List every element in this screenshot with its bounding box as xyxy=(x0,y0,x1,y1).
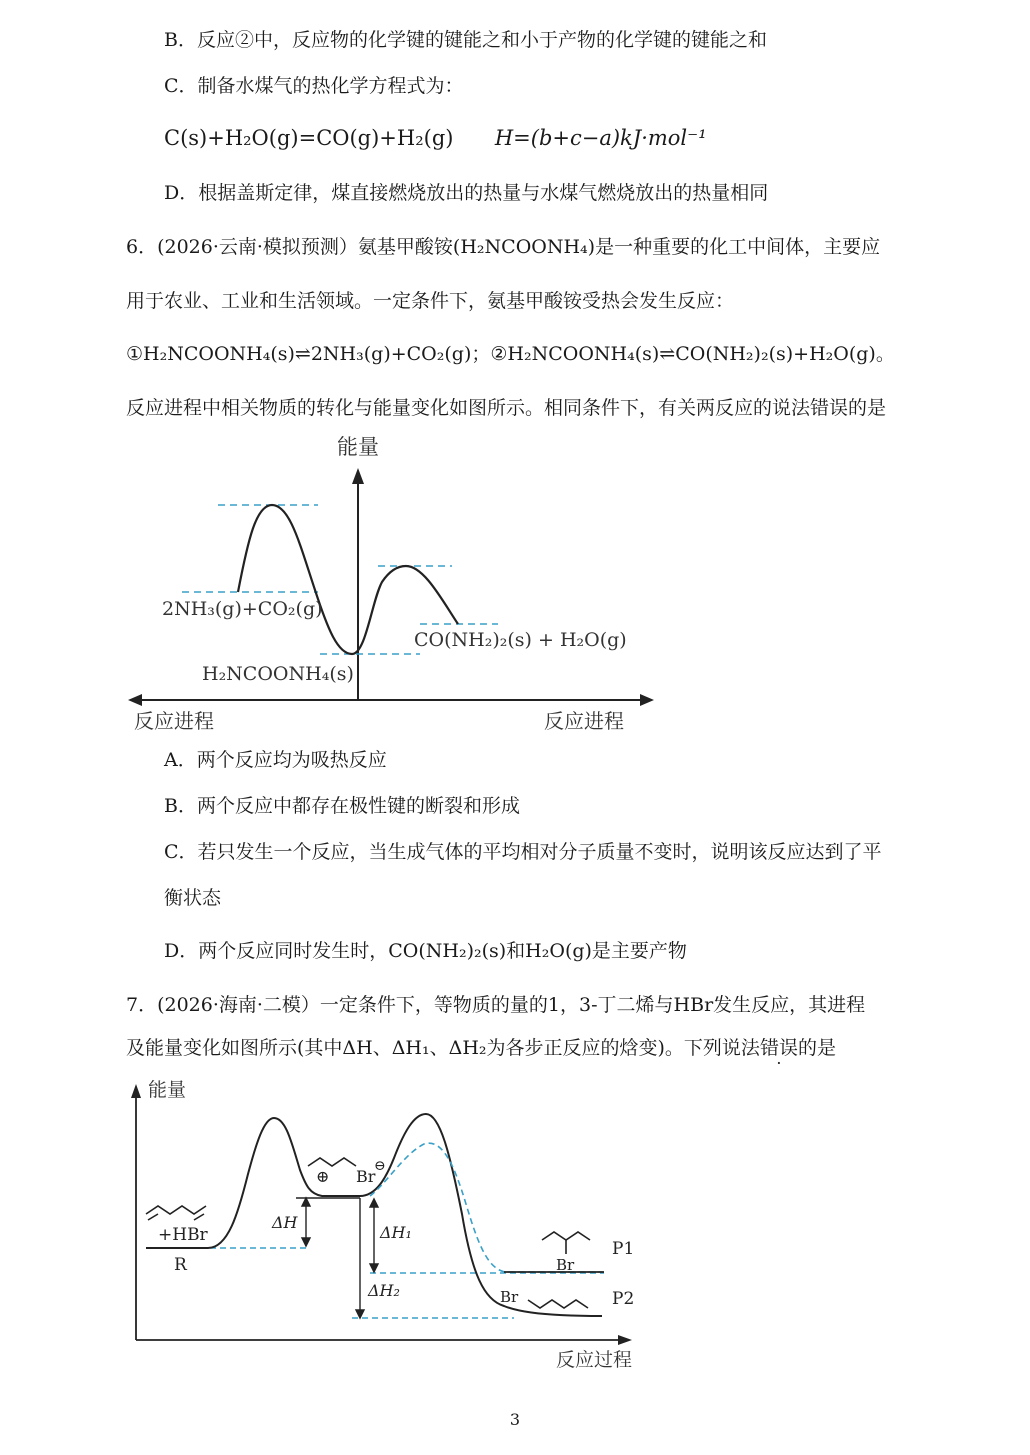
q7-x-axis-arrow xyxy=(618,1335,632,1345)
q7-butadiene xyxy=(146,1206,206,1214)
q6-option-b: B．两个反应中都存在极性键的断裂和形成 xyxy=(164,795,520,817)
q6-curve-left xyxy=(238,505,352,654)
q5-option-c: C．制备水煤气的热化学方程式为： xyxy=(164,75,464,97)
q7-p2-structure xyxy=(528,1300,588,1308)
q7-minus-sign: ⊖ xyxy=(374,1158,386,1174)
q5-equation-left: C(s)+H₂O(g)=CO(g)+H₂(g) xyxy=(164,126,454,150)
q6-y-label: 能量 xyxy=(337,435,379,459)
q5-option-b: B．反应②中，反应物的化学键的键能之和小于产物的化学键的键能之和 xyxy=(164,29,767,51)
q7-stem-emphasis: 错误 xyxy=(759,1037,798,1059)
q6-label-left: 2NH₃(g)+CO₂(g) xyxy=(162,598,323,620)
q6-stem-line1: 6．(2026·云南·模拟预测）氨基甲酸铵(H₂NCOONH₄)是一种重要的化工中间体，主要应 xyxy=(126,236,881,258)
q6-stem-line2: 用于农业、工业和生活领域。一定条件下，氨基甲酸铵受热会发生反应： xyxy=(126,290,735,312)
q7-p2-br: Br xyxy=(500,1288,519,1306)
q7-y-label: 能量 xyxy=(148,1079,187,1101)
q6-option-c-line2: 衡状态 xyxy=(164,887,222,909)
q6-x-axis-arrow-left xyxy=(128,694,142,706)
q6-option-a: A．两个反应均为吸热反应 xyxy=(164,749,387,771)
q7-stem-line1: 7．(2026·海南·二模）一定条件下，等物质的量的1，3-丁二烯与HBr发生反应，其进程 xyxy=(126,994,866,1016)
q5-equation-right: H=(b+c−a)kJ·mol⁻¹ xyxy=(494,126,707,150)
q7-dh1-label: ΔH₁ xyxy=(380,1223,412,1242)
q7-dh2-label: ΔH₂ xyxy=(368,1281,400,1300)
q5-option-d: D．根据盖斯定律，煤直接燃烧放出的热量与水煤气燃烧放出的热量相同 xyxy=(164,182,769,204)
q7-p1-label: P1 xyxy=(612,1239,635,1259)
q7-stem-line2-b: 的是 xyxy=(797,1037,836,1059)
q7-p1-br: Br xyxy=(556,1256,575,1274)
q7-p1-path xyxy=(370,1143,602,1272)
q7-stem-line2-a: 及能量变化如图所示(其中ΔH、ΔH₁、ΔH₂为各步正反应的焓变)。下列说法 xyxy=(126,1037,760,1059)
q7-p2-label: P2 xyxy=(612,1289,635,1309)
q6-stem-line4: 反应进程中相关物质的转化与能量变化如图所示。相同条件下，有关两反应的说法错误的是 xyxy=(126,397,887,419)
q6-energy-diagram xyxy=(120,430,660,740)
page-number: 3 xyxy=(509,1410,521,1429)
q6-x-label-left: 反应进程 xyxy=(134,709,214,733)
q7-br-anion: Br xyxy=(356,1167,376,1186)
q6-x-label-right: 反应进程 xyxy=(544,709,624,733)
q7-reactant-hbr: +HBr xyxy=(158,1225,208,1245)
q5-equation xyxy=(164,126,707,150)
q6-x-axis-arrow-right xyxy=(640,694,654,706)
q6-label-center: H₂NCOONH₄(s) xyxy=(202,663,354,685)
q7-plus-sign: ⊕ xyxy=(316,1167,330,1186)
q7-dh-label: ΔH xyxy=(272,1213,298,1232)
q7-energy-diagram xyxy=(124,1074,644,1374)
q7-reactant-r: R xyxy=(174,1255,187,1275)
q7-allyl-cation xyxy=(308,1158,356,1166)
q6-option-d: D．两个反应同时发生时，CO(NH₂)₂(s)和H₂O(g)是主要产物 xyxy=(164,940,687,962)
q7-y-axis-arrow xyxy=(131,1084,141,1098)
q7-x-label: 反应过程 xyxy=(556,1349,633,1371)
q6-option-c-line1: C．若只发生一个反应，当生成气体的平均相对分子质量不变时，说明该反应达到了平 xyxy=(164,841,882,863)
q7-stem-line2 xyxy=(126,1036,836,1060)
q6-label-right: CO(NH₂)₂(s) + H₂O(g) xyxy=(414,629,627,651)
q7-p1-structure xyxy=(542,1232,590,1240)
q6-y-axis-arrow xyxy=(352,468,364,484)
q6-stem-line3: ①H₂NCOONH₄(s)⇌2NH₃(g)+CO₂(g)；②H₂NCOONH₄(s)⇌CO(NH₂)₂(s)+H₂O(g)。 xyxy=(126,343,895,365)
